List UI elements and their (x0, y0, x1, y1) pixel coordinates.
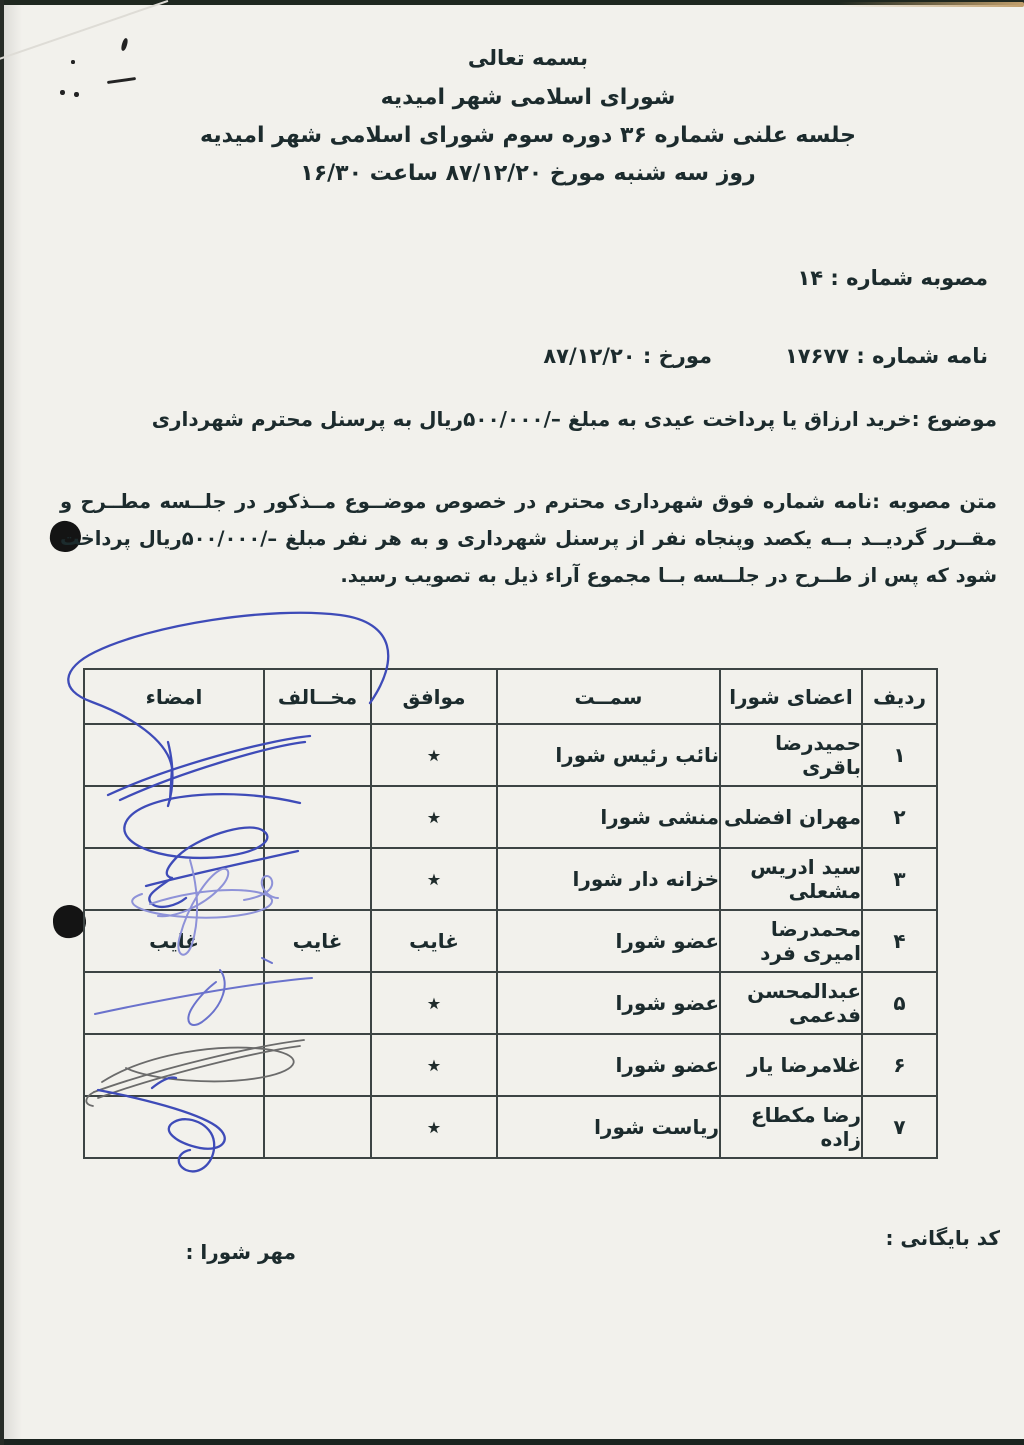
col-header-agree: موافق (371, 669, 497, 724)
row-number: ۷ (862, 1096, 937, 1158)
disagree-mark (264, 848, 371, 910)
table-row (84, 786, 937, 848)
row-number: ۲ (862, 786, 937, 848)
col-header-members: اعضای شورا (720, 669, 862, 724)
member-position: عضو شورا (497, 910, 720, 972)
council-seal-label: مهر شورا : (185, 1240, 296, 1264)
member-name: محمدرضا امیری فرد (720, 910, 862, 972)
col-header-disagree: مخــالف (264, 669, 371, 724)
ink-speck (107, 77, 136, 84)
table-row (84, 972, 937, 1034)
col-header-signature: امضاء (84, 669, 264, 724)
signature-cell (84, 848, 264, 910)
header-date-time-line: روز سه شنبه مورخ ۸۷/۱۲/۲۰ ساعت ۱۶/۳۰ (300, 161, 756, 186)
table-row (84, 910, 937, 972)
signature-cell (84, 1096, 264, 1158)
table-row (84, 1096, 937, 1158)
signature-cell (84, 786, 264, 848)
table-row (84, 848, 937, 910)
member-position: ریاست شورا (497, 1096, 720, 1158)
disagree-mark (264, 972, 371, 1034)
signature-cell (84, 1034, 264, 1096)
row-number: ۶ (862, 1034, 937, 1096)
agree-mark: ٭ (371, 1034, 497, 1096)
subject-line: موضوع :خرید ارزاق یا پرداخت عیدی به مبلغ –/۵۰۰/۰۰۰ریال به پرسنل محترم شهرداری (151, 407, 997, 431)
agree-mark: ٭ (371, 848, 497, 910)
member-name: سید ادریس مشعلی (720, 848, 862, 910)
table-row (84, 1034, 937, 1096)
table-header-row (84, 669, 937, 724)
header-session-line: جلسه علنی شماره ۳۶ دوره سوم شورای اسلامی شهر امیدیه (200, 123, 856, 148)
disagree-mark (264, 1034, 371, 1096)
agree-mark: ٭ (371, 724, 497, 786)
disagree-mark (264, 1096, 371, 1158)
table-row (84, 724, 937, 786)
member-position: خزانه دار شورا (497, 848, 720, 910)
row-number: ۳ (862, 848, 937, 910)
member-name: حمیدرضا باقری (720, 724, 862, 786)
agree-mark: ٭ (371, 972, 497, 1034)
member-name: رضا مکطاع زاده (720, 1096, 862, 1158)
header-bismillah: بسمه تعالی (467, 46, 589, 70)
agree-mark: غایب (371, 910, 497, 972)
member-position: منشی شورا (497, 786, 720, 848)
row-number: ۵ (862, 972, 937, 1034)
signature-cell: غایب (84, 910, 264, 972)
disagree-mark (264, 724, 371, 786)
agree-mark: ٭ (371, 1096, 497, 1158)
scan-edge-left-shadow (4, 0, 22, 1445)
col-header-position: سمــت (497, 669, 720, 724)
resolution-body-text: متن مصوبه :نامه شماره فوق شهرداری محترم در خصوص موضــوع مــذکور در جلــسه مطــرح و مقــرر گردیــد بــه یکصد وپنجاه نفر از پرسنل شهرداری و به هر نفر مبلغ –/۵۰۰/۰۰۰ریال پرداخت شود که پس از طــرح در جلــسه بــا مجموع آراء ذیل به تصویب رسید. (60, 490, 998, 587)
scan-edge-bottom (0, 1439, 1024, 1445)
disagree-mark (264, 786, 371, 848)
member-name: غلامرضا یار (720, 1034, 862, 1096)
signature-cell (84, 724, 264, 786)
member-position: عضو شورا (497, 1034, 720, 1096)
row-number: ۱ (862, 724, 937, 786)
row-number: ۴ (862, 910, 937, 972)
member-position: نائب رئیس شورا (497, 724, 720, 786)
col-header-row-number: ردیف (862, 669, 937, 724)
approval-number-field: مصوبه شماره : ۱۴ (797, 266, 988, 290)
archive-code-label: کد بایگانی : (885, 1226, 1000, 1250)
scan-tan-sliver (838, 2, 1024, 7)
disagree-mark: غایب (264, 910, 371, 972)
member-position: عضو شورا (497, 972, 720, 1034)
letter-number-field: نامه شماره : ۱۷۶۷۷ (784, 344, 988, 368)
header-council-name: شورای اسلامی شهر امیدیه (380, 85, 676, 110)
votes-table (83, 668, 938, 1159)
signature-cell (84, 972, 264, 1034)
member-name: عبدالمحسن فدعمی (720, 972, 862, 1034)
agree-mark: ٭ (371, 786, 497, 848)
member-name: مهران افضلی (720, 786, 862, 848)
letter-date-field: مورخ : ۸۷/۱۲/۲۰ (543, 344, 712, 368)
